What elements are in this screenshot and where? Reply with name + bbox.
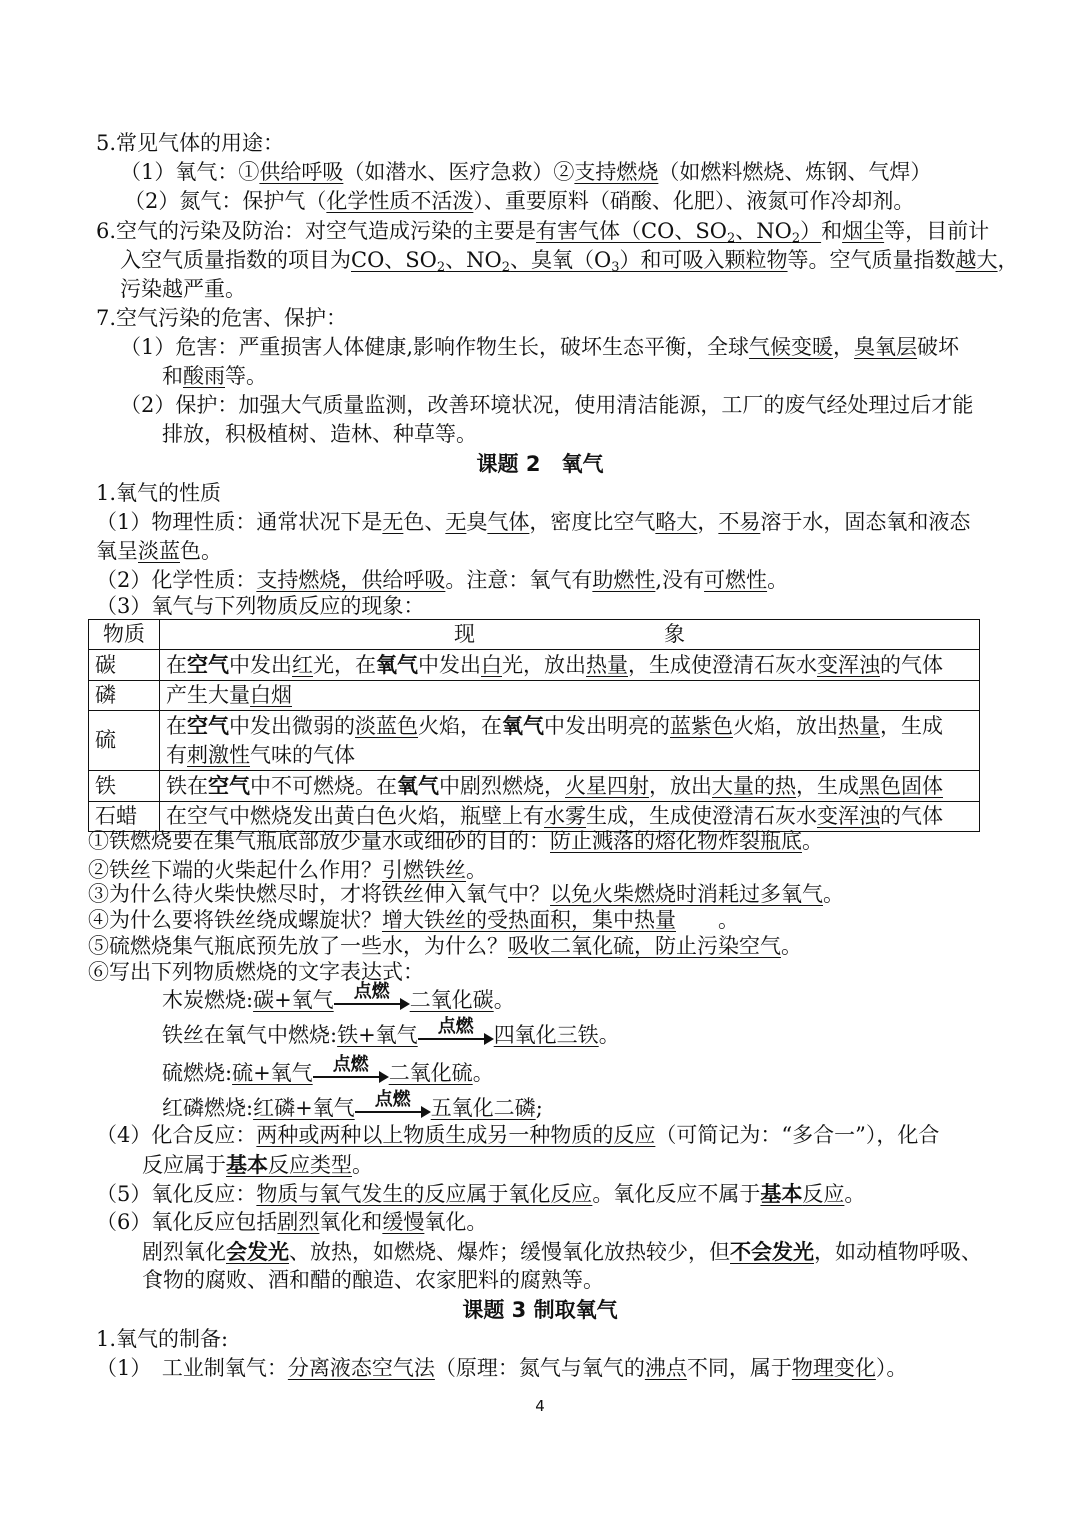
qa-5: ⑤硫燃烧集气瓶底预先放了一些水，为什么？吸收二氧化硫，防止污染空气。: [88, 934, 802, 958]
table-row: [89, 711, 980, 771]
substance-cell: 磷: [89, 681, 160, 711]
phenomenon-cell: 产生大量白烟: [160, 681, 980, 711]
table-header-row: [89, 620, 980, 650]
reaction-table: [88, 619, 980, 832]
table-row: [89, 771, 980, 802]
substance-cell: 碳: [89, 650, 160, 681]
phenomenon-cell: 铁在空气中不可燃烧。在氧气中剧烈燃烧，火星四射，放出大量的热，生成黑色固体: [160, 771, 980, 802]
reaction-arrow-icon: 点燃: [418, 1026, 494, 1048]
reaction-table-title: （3）氧气与下列物质反应的现象：: [96, 594, 425, 618]
oxygen-prep-title: 1.氧气的制备:: [96, 1327, 229, 1351]
hazard-line-1: （1）危害：严重损害人体健康,影响作物生长，破坏生态平衡，全球气候变暖，臭氧层破坏: [120, 335, 960, 359]
substance-cell: 石蜡: [89, 802, 160, 832]
protect-line-2: 排放，积极植树、造林、种草等。: [162, 422, 477, 446]
section-5-title: 5.常见气体的用途：: [96, 131, 285, 155]
hazard-line-2: 和酸雨等。: [162, 364, 267, 388]
combination-reaction-line-1: （4）化合反应：两种或两种以上物质生成另一种物质的反应（可简记为：“多合一”），化合: [96, 1123, 940, 1147]
phenomenon-cell: 在空气中燃烧发出黄白色火焰，瓶壁上有水雾生成，生成使澄清石灰水变浑浊的气体: [160, 802, 980, 832]
reaction-arrow-icon: 点燃: [334, 991, 410, 1013]
qa-4: ④为什么要将铁丝绕成螺旋状？增大铁丝的受热面积，集中热量 。: [88, 908, 739, 932]
oxidation-detail-line-2: 食物的腐败、酒和醋的酿造、农家肥料的腐熟等。: [142, 1268, 604, 1292]
substance-cell: 硫: [89, 711, 160, 771]
header-substance: 物质: [89, 620, 160, 650]
pollution-line-2: 入空气质量指数的项目为CO、$SO_2$、$NO_2$、臭氧$(O_3)$和可吸入颗粒物等。空气质量指数越大，: [120, 248, 1019, 275]
equation-red-phosphorus: 红磷燃烧:红磷+氧气 点燃 五氧化二磷;: [162, 1089, 543, 1120]
equation-sulfur: 硫燃烧:硫+氧气 点燃 二氧化硫。: [162, 1054, 494, 1085]
reaction-arrow-icon: 点燃: [313, 1064, 389, 1086]
oxidation-types: （6）氧化反应包括剧烈氧化和缓慢氧化。: [96, 1210, 488, 1234]
page-number: 4: [535, 1397, 545, 1415]
phenomenon-cell: 在空气中发出微弱的淡蓝色火焰，在氧气中发出明亮的蓝紫色火焰，放出热量，生成 有刺激性气味的气体: [160, 711, 980, 771]
topic-2-heading: 课题 2 氧气: [476, 452, 604, 476]
protect-line-1: （2）保护：加强大气质量监测，改善环境状况，使用清洁能源，工厂的废气经处理过后才能: [120, 393, 974, 417]
equation-iron: 铁丝在氧气中燃烧:铁+氧气 点燃 四氧化三铁。: [162, 1016, 620, 1047]
table-row: [89, 681, 980, 711]
pollution-line-3: 污染越严重。: [120, 277, 246, 301]
nitrogen-uses: （2）氮气：保护气（化学性质不活泼）、重要原料（硝酸、化肥）、液氮可作冷却剂。: [124, 189, 915, 213]
oxygen-props-title: 1.氧气的性质: [96, 481, 222, 505]
physical-props-line-1: （1）物理性质：通常状况下是无色、无臭气体，密度比空气略大，不易溶于水，固态氧和液态: [96, 510, 971, 534]
qa-2: ②铁丝下端的火柴起什么作用？引燃铁丝。: [88, 858, 487, 882]
qa-1: ①铁燃烧要在集气瓶底部放少量水或细砂的目的：防止溅落的熔化物炸裂瓶底。: [88, 829, 823, 853]
section-7-title: 7.空气污染的危害、保护：: [96, 306, 348, 330]
table-row: [89, 650, 980, 681]
chemical-props: （2）化学性质：支持燃烧，供给呼吸。注意：氧气有助燃性,没有可燃性。: [96, 568, 789, 592]
qa-6: ⑥写出下列物质燃烧的文字表达式：: [88, 960, 424, 984]
qa-3: ③为什么待火柴快燃尽时，才将铁丝伸入氧气中？以免火柴燃烧时消耗过多氧气。: [88, 882, 844, 906]
topic-3-heading: 课题 3 制取氧气: [462, 1298, 618, 1322]
phenomenon-cell: 在空气中发出红光，在氧气中发出白光，放出热量，生成使澄清石灰水变浑浊的气体: [160, 650, 980, 681]
pollution-line-1: 6.空气的污染及防治：对空气造成污染的主要是有害气体（CO、$SO_2$、$NO_2$）和烟尘等，目前计: [96, 219, 990, 246]
industrial-oxygen: （1） 工业制氧气：分离液态空气法（原理：氮气与氧气的沸点不同，属于物理变化）。: [96, 1356, 908, 1380]
oxygen-uses: （1）氧气：①供给呼吸（如潜水、医疗急救）②支持燃烧（如燃料燃烧、炼钢、气焊）: [120, 160, 932, 184]
physical-props-line-2: 氧呈淡蓝色。: [96, 539, 222, 563]
oxidation-reaction: （5）氧化反应：物质与氧气发生的反应属于氧化反应。氧化反应不属于基本反应。: [96, 1181, 866, 1206]
equation-charcoal: 木炭燃烧:碳+氧气 点燃 二氧化碳。: [162, 981, 515, 1012]
combination-reaction-line-2: 反应属于基本反应类型。: [142, 1152, 373, 1177]
oxidation-detail-line-1: 剧烈氧化会发光、放热，如燃烧、爆炸；缓慢氧化放热较少，但不会发光，如动植物呼吸、: [142, 1239, 982, 1264]
header-phenomenon: 现 象: [160, 620, 980, 650]
reaction-arrow-icon: 点燃: [355, 1099, 431, 1121]
substance-cell: 铁: [89, 771, 160, 802]
